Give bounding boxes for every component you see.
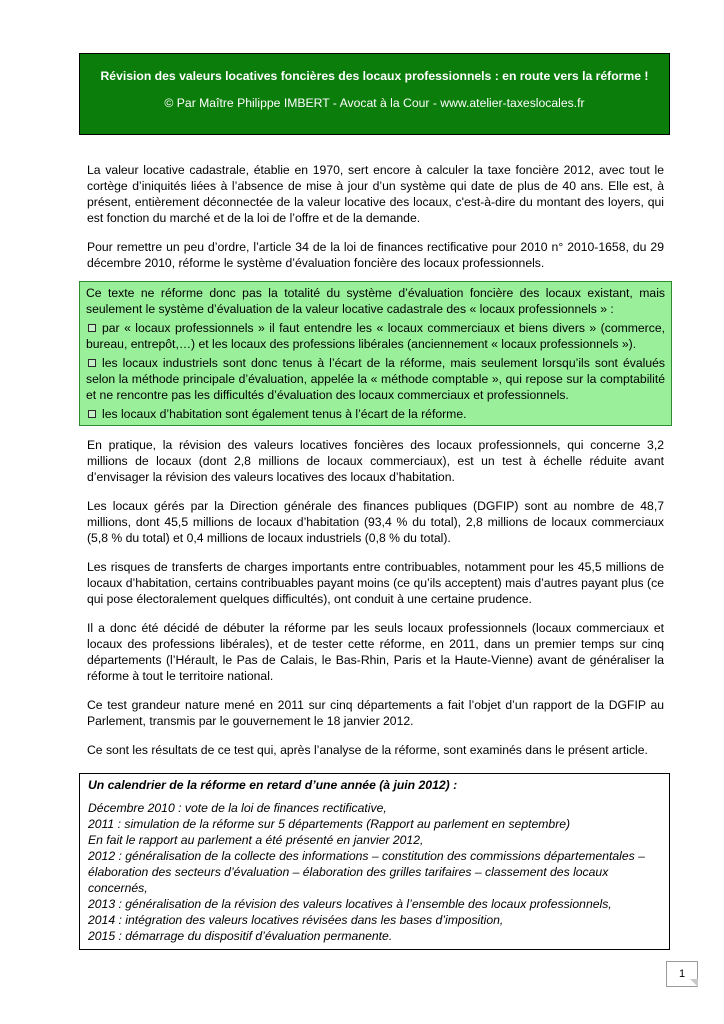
checkbox-bullet-icon (88, 359, 96, 367)
paragraph-pratique: En pratique, la révision des valeurs locatives foncières des locaux professionnels, qui concerne 3,2 millions de locaux (dont 2,8 millions de locaux commerciaux), est un test à échelle réduite avant d’envisager la révision des valeurs locatives des locaux d’habitation. (87, 438, 664, 484)
calendar-line: Décembre 2010 : vote de la loi de finances rectificative, (88, 801, 387, 815)
paragraph-intro: La valeur locative cadastrale, établie en 1970, sert encore à calculer la taxe foncière 2012, avec tout le cortège d’iniquités liées à l’absence de mise à jour d’un système qui date de plus de 40 ans. Elle est, à présent, entièrement déconnectée de la valeur locative des locaux, c'est-à-dire du montant des loyers, qui est fonction du marché et de la loi de l’offre et de la demande. (87, 163, 664, 225)
calendar-line: 2011 : simulation de la réforme sur 5 départements (Rapport au parlement en septembre) (88, 817, 571, 831)
paragraph-law: Pour remettre un peu d’ordre, l’article 34 de la loi de finances rectificative pour 2010 n° 2010-1658, du 29 décembre 2010, réforme le système d’évaluation foncière des locaux professionnels. (87, 240, 664, 270)
paragraph-test: Ce test grandeur nature mené en 2011 sur cinq départements a fait l’objet d’un rapport de la DGFIP au Parlement, transmis par le gouvernement le 18 janvier 2012. (87, 698, 664, 728)
paragraph-resultats: Ce sont les résultats de ce test qui, après l’analyse de la réforme, sont examinés dans le présent article. (87, 743, 648, 757)
scope-note-intro: Ce texte ne réforme donc pas la totalité du système d’évaluation foncière des locaux existant, mais seulement le système d’évaluation de la valeur locative cadastrale des « locaux professionnels » : (86, 286, 665, 316)
scope-bullet-item (86, 355, 665, 403)
calendar-line: 2015 : démarrage du dispositif d’évaluation permanente. (88, 929, 393, 943)
calendar-line: 2012 : généralisation de la collecte des informations – constitution des commissions départementales – élaboration des secteurs d’évaluation – élaboration des grilles tarifaires – classement des locaux concernés, (88, 849, 645, 895)
scope-note-box (79, 281, 672, 426)
paragraph-dgfip: Les locaux gérés par la Direction générale des finances publiques (DGFIP) sont au nombre de 48,7 millions, dont 45,5 millions de locaux d’habitation (93,4 % du total), 2,8 millions de locaux commerciaux (5,8 % du total) et 0,4 millions de locaux industriels (0,8 % du total). (87, 499, 664, 545)
scope-bullet-text: par « locaux professionnels » il faut entendre les « locaux commerciaux et biens divers » (commerce, bureau, entrepôt,…) et les locaux des professions libérales (anciennement « locaux professionnels »). (86, 321, 665, 351)
scope-bullet-text: les locaux d’habitation sont également tenus à l’écart de la réforme. (102, 407, 467, 421)
calendar-line: En fait le rapport au parlement a été présenté en janvier 2012, (88, 833, 424, 847)
calendar-line: 2013 : généralisation de la révision des valeurs locatives à l’ensemble des locaux professionnels, (88, 897, 612, 911)
reform-calendar-box (79, 773, 670, 950)
scope-bullet-item (86, 406, 665, 422)
header-banner (79, 53, 670, 135)
scope-bullet-item (86, 320, 665, 352)
page-corner-fold-icon (690, 979, 698, 987)
document-title: Révision des valeurs locatives foncières des locaux professionnels : en route vers la réforme ! (100, 69, 649, 83)
page-number: 1 (666, 961, 698, 987)
paragraph-debuter: Il a donc été décidé de débuter la réforme par les seuls locaux professionnels (locaux commerciaux et locaux des professions libérales), et de tester cette réforme, en 2011, dans un premier temps sur cinq départements (l’Hérault, le Pas de Calais, le Bas-Rhin, Paris et la Haute-Vienne) avant de généraliser la réforme à tout le territoire national. (87, 621, 664, 683)
paragraph-risques: Les risques de transferts de charges importants entre contribuables, notamment pour les 45,5 millions de locaux d’habitation, certains contribuables payant moins (ce qu’ils acceptent) mais d’autres payant plus (ce qui pose électoralement quelques difficultés), ont conduit à une certaine prudence. (87, 560, 664, 606)
checkbox-bullet-icon (88, 324, 96, 332)
author-byline: © Par Maître Philippe IMBERT - Avocat à la Cour - www.atelier-taxeslocales.fr (164, 96, 585, 110)
checkbox-bullet-icon (88, 410, 96, 418)
article-body (87, 162, 664, 771)
calendar-title: Un calendrier de la réforme en retard d’une année (à juin 2012) : (88, 778, 458, 792)
scope-bullet-text: les locaux industriels sont donc tenus à l’écart de la réforme, mais seulement lorsqu’ils sont évalués selon la méthode principale d’évaluation, appelée la « méthode comptable », qui repose sur la comptabilité et ne rencontre pas les difficultés d’évaluation des locaux commerciaux et professionnels. (86, 356, 665, 402)
calendar-line: 2014 : intégration des valeurs locatives révisées dans les bases d’imposition, (88, 913, 504, 927)
